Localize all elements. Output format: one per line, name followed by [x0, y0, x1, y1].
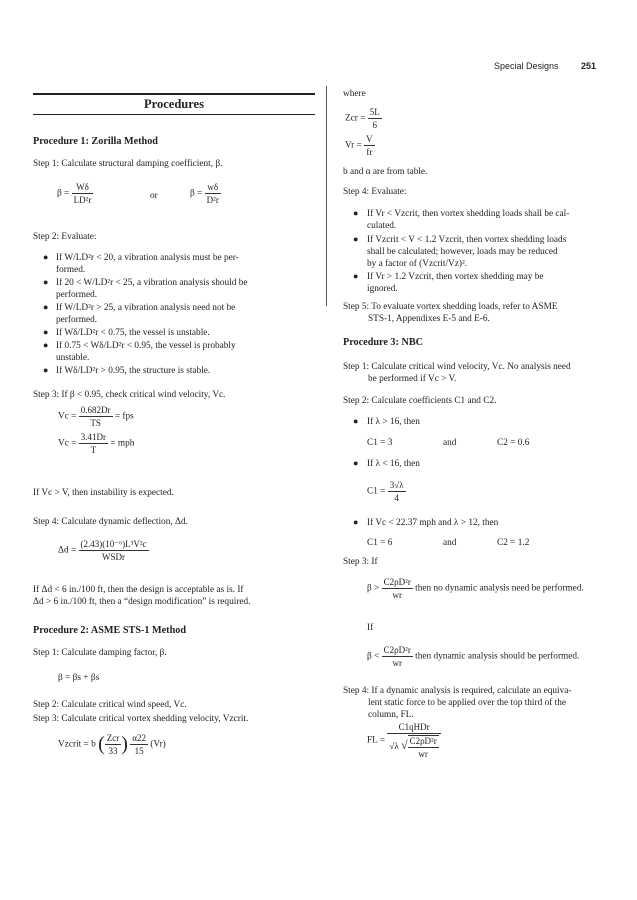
numerator: V: [366, 134, 373, 144]
eq-fraction: [382, 645, 413, 668]
running-header: [494, 61, 559, 71]
eq-tail: (Vr): [150, 739, 166, 750]
denominator: wr: [392, 658, 402, 668]
beta-sum-eq: β = βs + βs: [58, 673, 100, 683]
title-bottom-rule: [33, 114, 315, 115]
no-dynamic-ineq: [367, 577, 584, 600]
if-label: If: [367, 623, 374, 633]
c1-eq-b: [367, 480, 406, 503]
denominator: wr: [418, 749, 428, 759]
p3-step2: Step 2: Calculate coefficients C1 and C2.: [343, 396, 497, 406]
denominator: 6: [372, 120, 378, 130]
eq-fraction: [72, 182, 94, 205]
r-bullet-line: If Vr < Vzcrit, then vortex shedding loads shall be cal-: [367, 209, 570, 219]
bullet: ●: [353, 517, 359, 527]
denominator: 4: [394, 493, 399, 503]
p1-bullet-line: If 20 < W/LD²r < 25, a vibration analysis should be: [56, 278, 248, 288]
numerator: (2.43)(10⁻⁶)L³V²c: [80, 539, 147, 549]
denominator: 15: [134, 746, 144, 756]
eq-fraction: [79, 432, 108, 455]
eq-lhs: β <: [367, 651, 380, 662]
numerator: wδ: [205, 182, 221, 194]
p2-step1: Step 1: Calculate damping factor, β.: [33, 648, 167, 658]
where-label: where: [343, 89, 366, 99]
eq-fraction: [79, 405, 113, 428]
eq-fraction: [382, 577, 413, 600]
dynamic-ineq: [367, 645, 579, 668]
p3-bullet-3: If Vc < 22.37 mph and λ > 12, then: [367, 518, 499, 528]
acceptance-line-1: If Δd < 6 in./100 ft, then the design is acceptable as is. If: [33, 585, 244, 595]
numerator: Zcr: [106, 733, 120, 743]
eq-fraction: [79, 539, 149, 562]
bullet: ●: [43, 277, 49, 287]
eq-fraction: [130, 733, 148, 756]
vr-eq: [345, 134, 375, 157]
instability-note: If Vc > V, then instability is expected.: [33, 488, 174, 498]
numerator: 0.682Dr: [80, 405, 111, 415]
r-bullet-line: shall be calculated; however, loads may be reduced: [367, 247, 558, 257]
bullet: ●: [353, 208, 359, 218]
and-label: and: [443, 538, 457, 548]
p1-bullet-line: performed.: [56, 290, 98, 300]
eq-fraction: [387, 722, 440, 759]
p1-step3: Step 3: If β < 0.95, check critical wind velocity, Vc.: [33, 390, 226, 400]
denominator: wr: [392, 590, 402, 600]
vc-eq-mph: [58, 432, 134, 455]
p1-bullet-line: If W/LD²r > 25, a vibration analysis need not be: [56, 303, 236, 313]
bullet: ●: [43, 252, 49, 262]
damping-eq-2: [190, 182, 221, 205]
procedure-3-heading: Procedure 3: NBC: [343, 337, 423, 348]
p1-bullet-line: If 0.75 < Wδ/LD²r < 0.95, the vessel is probably: [56, 341, 236, 351]
bullet: ●: [353, 271, 359, 281]
numerator: C2ρD²r: [383, 645, 411, 655]
r-step5-line1: Step 5: To evaluate vortex shedding loads, refer to ASME: [343, 302, 558, 312]
numerator: α22: [132, 733, 146, 743]
numerator: Wδ: [72, 182, 94, 194]
eq-lhs: β =: [190, 188, 203, 199]
eq-lhs: β >: [367, 583, 380, 594]
p3-step4-line2: lent static force to be applied over the top third of the: [368, 698, 567, 708]
numerator: 3√λ: [389, 480, 404, 490]
denominator: LD²r: [73, 195, 92, 205]
numerator: C1qHDr: [387, 722, 440, 734]
p1-bullet-line: performed.: [56, 315, 98, 325]
eq-text: then no dynamic analysis need be performed.: [415, 583, 584, 594]
p3-step4-line3: column, FL.: [368, 710, 414, 720]
vzcrit-eq: Vzcrit = b ( $\frac{\text{Zcr}}{33}$ ) $\frac{\alpha 22}{15}$ (Vr): [58, 733, 166, 756]
numerator: 3.41Dr: [80, 432, 106, 442]
denominator: T: [90, 445, 97, 455]
page-number: 251: [581, 61, 597, 71]
p3-step1-line1: Step 1: Calculate critical wind velocity, Vc. No analysis need: [343, 362, 571, 372]
denominator: 33: [108, 746, 118, 756]
from-table-note: b and α are from table.: [343, 167, 428, 177]
deflection-eq: [58, 539, 149, 562]
r-step4: Step 4: Evaluate:: [343, 187, 407, 197]
eq-lhs: β =: [57, 188, 70, 199]
title-top-rule: [33, 93, 315, 95]
p3-step1-line2: be performed if Vc > V.: [368, 374, 457, 384]
p1-step1: Step 1: Calculate structural damping coefficient, β.: [33, 159, 223, 169]
p2-step2: Step 2: Calculate critical wind speed, Vc.: [33, 700, 187, 710]
p1-bullet-line: If Wδ/LD²r < 0.75, the vessel is unstable.: [56, 328, 210, 338]
eq-text: then dynamic analysis should be performed.: [415, 651, 580, 662]
eq-fraction: [388, 480, 406, 503]
procedure-1-heading: Procedure 1: Zorilla Method: [33, 136, 158, 147]
eq-lhs: Zcr =: [345, 113, 366, 124]
eq-fraction: [368, 107, 382, 130]
p3-bullet-1: If λ > 16, then: [367, 417, 420, 427]
numerator: 5L: [369, 107, 380, 117]
bullet: ●: [353, 458, 359, 468]
vc-eq-fps: [58, 405, 134, 428]
fl-eq: [367, 722, 441, 759]
procedure-2-heading: Procedure 2: ASME STS-1 Method: [33, 625, 187, 636]
denominator: WSDr: [102, 552, 126, 562]
zcr-eq: [345, 107, 382, 130]
eq-fraction: [105, 733, 122, 756]
eq-or: or: [150, 191, 158, 201]
p3-step3: Step 3: If: [343, 557, 378, 567]
p1-bullet-line: formed.: [56, 265, 86, 275]
p1-bullet-line: If Wδ/LD²r > 0.95, the structure is stable.: [56, 366, 211, 376]
bullet: ●: [353, 416, 359, 426]
r-bullet-line: ignored.: [367, 284, 398, 294]
p1-step4: Step 4: Calculate dynamic deflection, Δd.: [33, 517, 188, 527]
column-divider: [326, 86, 327, 306]
c1-eq-a: C1 = 3: [367, 438, 393, 448]
denominator: TS: [90, 418, 101, 428]
p1-bullet-line: If W/LD²r < 20, a vibration analysis must be per-: [56, 253, 239, 263]
bullet: ●: [43, 365, 49, 375]
section-title: Special Designs: [494, 61, 559, 71]
numerator: C2ρD²r: [383, 577, 411, 587]
p3-bullet-2: If λ < 16, then: [367, 459, 420, 469]
damping-eq-1: [57, 182, 93, 205]
sqrt-lambda: √λ: [389, 741, 399, 752]
r-bullet-line: If Vr > 1.2 Vzcrit, then vortex shedding may be: [367, 272, 544, 282]
root-fraction: [408, 735, 439, 759]
eq-lhs: Vc =: [58, 438, 77, 449]
denominator: fr: [366, 147, 373, 157]
eq-lhs: Vzcrit = b: [58, 739, 96, 750]
eq-unit: = mph: [110, 438, 135, 449]
p3-step4-line1: Step 4: If a dynamic analysis is required, calculate an equiva-: [343, 686, 572, 696]
bullet: ●: [43, 340, 49, 350]
r-step5-line2: STS-1, Appendixes E-5 and E-6.: [368, 314, 490, 324]
r-bullet-line: by a factor of (Vzcrit/Vz)².: [367, 259, 468, 269]
p2-step3: Step 3: Calculate critical vortex shedding velocity, Vzcrit.: [33, 714, 249, 724]
bullet: ●: [353, 234, 359, 244]
p1-bullet-line: unstable.: [56, 353, 90, 363]
numerator: C2ρD²r: [409, 736, 437, 746]
r-bullet-line: culated.: [367, 221, 397, 231]
c1-eq-c: C1 = 6: [367, 538, 393, 548]
eq-fraction: [364, 134, 375, 157]
procedures-title: Procedures: [144, 97, 204, 111]
eq-unit: = fps: [114, 411, 134, 422]
eq-lhs: Vr =: [345, 140, 362, 151]
denominator: D²r: [206, 195, 219, 205]
denominator: √λ √ $\frac{\text{C2ρD²r}}{wr}$: [389, 736, 437, 759]
and-label: and: [443, 438, 457, 448]
c2-eq-a: C2 = 0.6: [497, 438, 530, 448]
bullet: ●: [43, 327, 49, 337]
bullet: ●: [43, 302, 49, 312]
eq-fraction: [205, 182, 221, 205]
eq-lhs: C1 =: [367, 486, 386, 497]
eq-lhs: Δd =: [58, 545, 77, 556]
p1-step2: Step 2: Evaluate:: [33, 232, 97, 242]
eq-lhs: FL =: [367, 735, 386, 746]
acceptance-line-2: Δd > 6 in./100 ft, then a “design modification” is required.: [33, 597, 251, 607]
r-bullet-line: If Vzcrit < V < 1.2 Vzcrit, then vortex shedding loads: [367, 235, 567, 245]
c2-eq-c: C2 = 1.2: [497, 538, 530, 548]
eq-lhs: Vc =: [58, 411, 77, 422]
